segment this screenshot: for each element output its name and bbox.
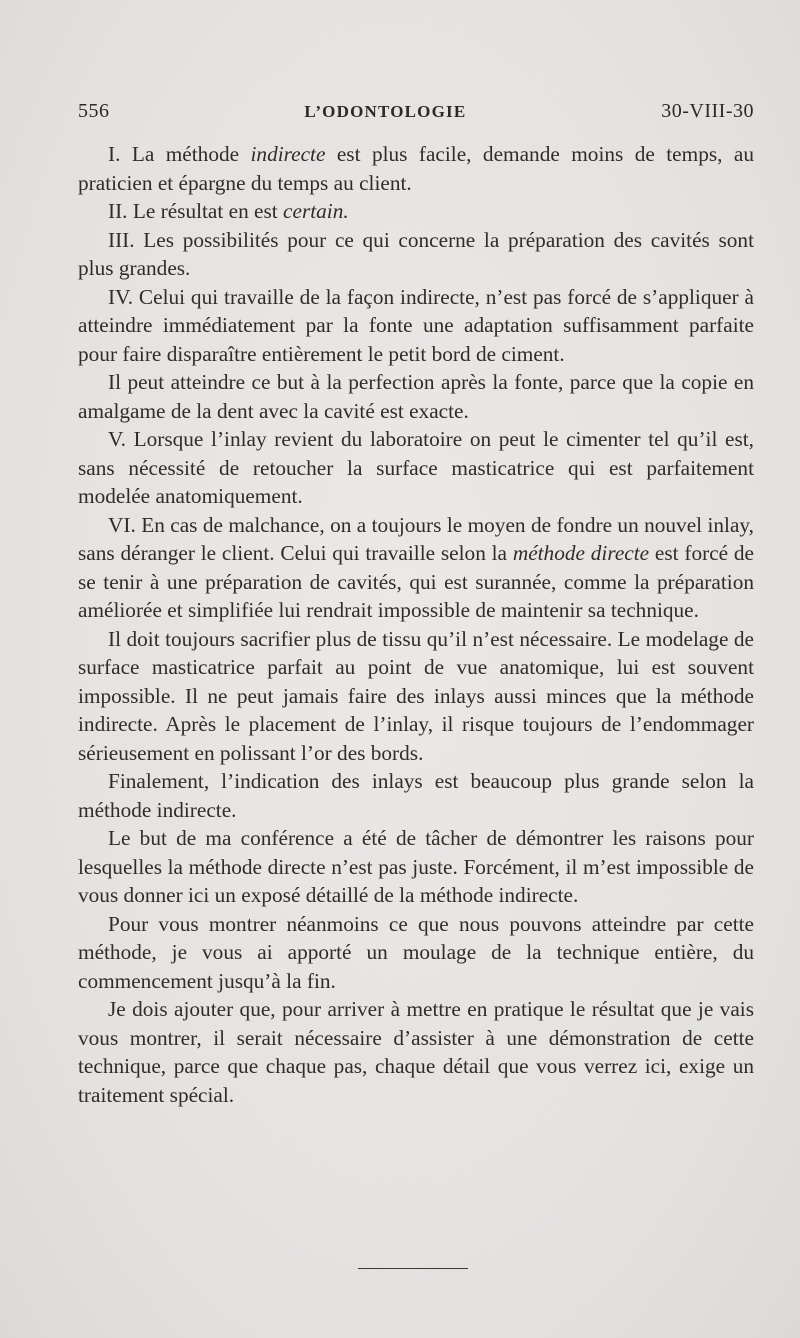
- page-number: 556: [78, 100, 110, 122]
- italic-run: méthode directe: [512, 541, 650, 565]
- text-run: IV. Celui qui travaille de la façon indirecte, n’est pas forcé de s’appliquer à atteindre immédiatement par la fonte une adaptation suffisamment parfaite pour faire disparaître entièrement le petit bord de ciment.: [78, 284, 754, 366]
- text-run: VI. En cas de malchance, on a toujours le moyen de fondre un nouvel inlay, sans déranger le client. Celui qui travaille selon la: [78, 512, 754, 565]
- text-run: Le but de ma conférence a été de tâcher de démontrer les raisons pour lesquelles la méthode directe n’est pas juste. Forcément, il m’est impossible de vous donner ici un exposé détaillé de la méthode indirecte.: [78, 826, 754, 907]
- italic-run: certain.: [283, 199, 349, 223]
- section-end-rule: [358, 1268, 468, 1269]
- paragraph-p10: [78, 824, 754, 910]
- text-run: Finalement, l’indication des inlays est beaucoup plus grande selon la méthode indirecte.: [78, 769, 754, 822]
- paragraph-p5: [78, 368, 754, 425]
- italic-run: indirecte: [250, 142, 326, 166]
- text-run: I. La méthode: [108, 142, 251, 166]
- paragraph-p3: [78, 226, 754, 283]
- paragraph-p11: [78, 910, 754, 996]
- text-run: III. Les possibilités pour ce qui concerne la préparation des cavités sont plus grandes.: [78, 227, 754, 280]
- text-run: II. Le résultat en est: [108, 199, 284, 223]
- body-text: [78, 140, 754, 1109]
- text-run: est forcé de se tenir à une préparation de cavités, qui est surannée, comme la préparation améliorée et simplifiée lui rendrait impossible de maintenir sa technique.: [78, 541, 755, 622]
- running-header: [78, 100, 754, 140]
- paragraph-p12: [78, 995, 754, 1109]
- document-page: [78, 100, 754, 1109]
- text-run: Je dois ajouter que, pour arriver à mettre en pratique le résultat que je vais vous montrer, il serait nécessaire d’assister à une démonstration de cette technique, parce que chaque pas, chaque détail que vous verrez ici, exige un traitement spécial.: [78, 997, 754, 1107]
- text-run: est plus facile, demande moins de temps, au praticien et épargne du temps au client.: [78, 142, 754, 195]
- issue-date: 30-VIII-30: [661, 100, 754, 122]
- paragraph-p1: [78, 140, 754, 197]
- text-run: Pour vous montrer néanmoins ce que nous pouvons atteindre par cette méthode, je vous ai apporté un moulage de la technique entière, du commencement jusqu’à la fin.: [78, 911, 754, 993]
- paragraph-p2: [78, 197, 754, 226]
- text-run: Il peut atteindre ce but à la perfection après la fonte, parce que la copie en amalgame de la dent avec la cavité est exacte.: [78, 370, 754, 423]
- text-run: V. Lorsque l’inlay revient du laboratoire on peut le cimenter tel qu’il est, sans nécessité de retoucher la surface masticatrice qui est parfaitement modelée anatomiquement.: [78, 427, 754, 508]
- text-run: Il doit toujours sacrifier plus de tissu qu’il n’est nécessaire. Le modelage de surface masticatrice parfait au point de vue anatomique, lui est souvent impossible. Il ne peut jamais faire des inlays aussi minces que la méthode indirecte. Après le placement de l’inlay, il risque toujours de l’endommager sérieusement en polissant l’or des bords.: [78, 626, 754, 765]
- paragraph-p9: [78, 767, 754, 824]
- paragraph-p8: [78, 625, 754, 768]
- paragraph-p4: [78, 283, 754, 369]
- journal-title: L’ODONTOLOGIE: [304, 102, 467, 121]
- paragraph-p7: [78, 511, 754, 625]
- paragraph-p6: [78, 425, 754, 511]
